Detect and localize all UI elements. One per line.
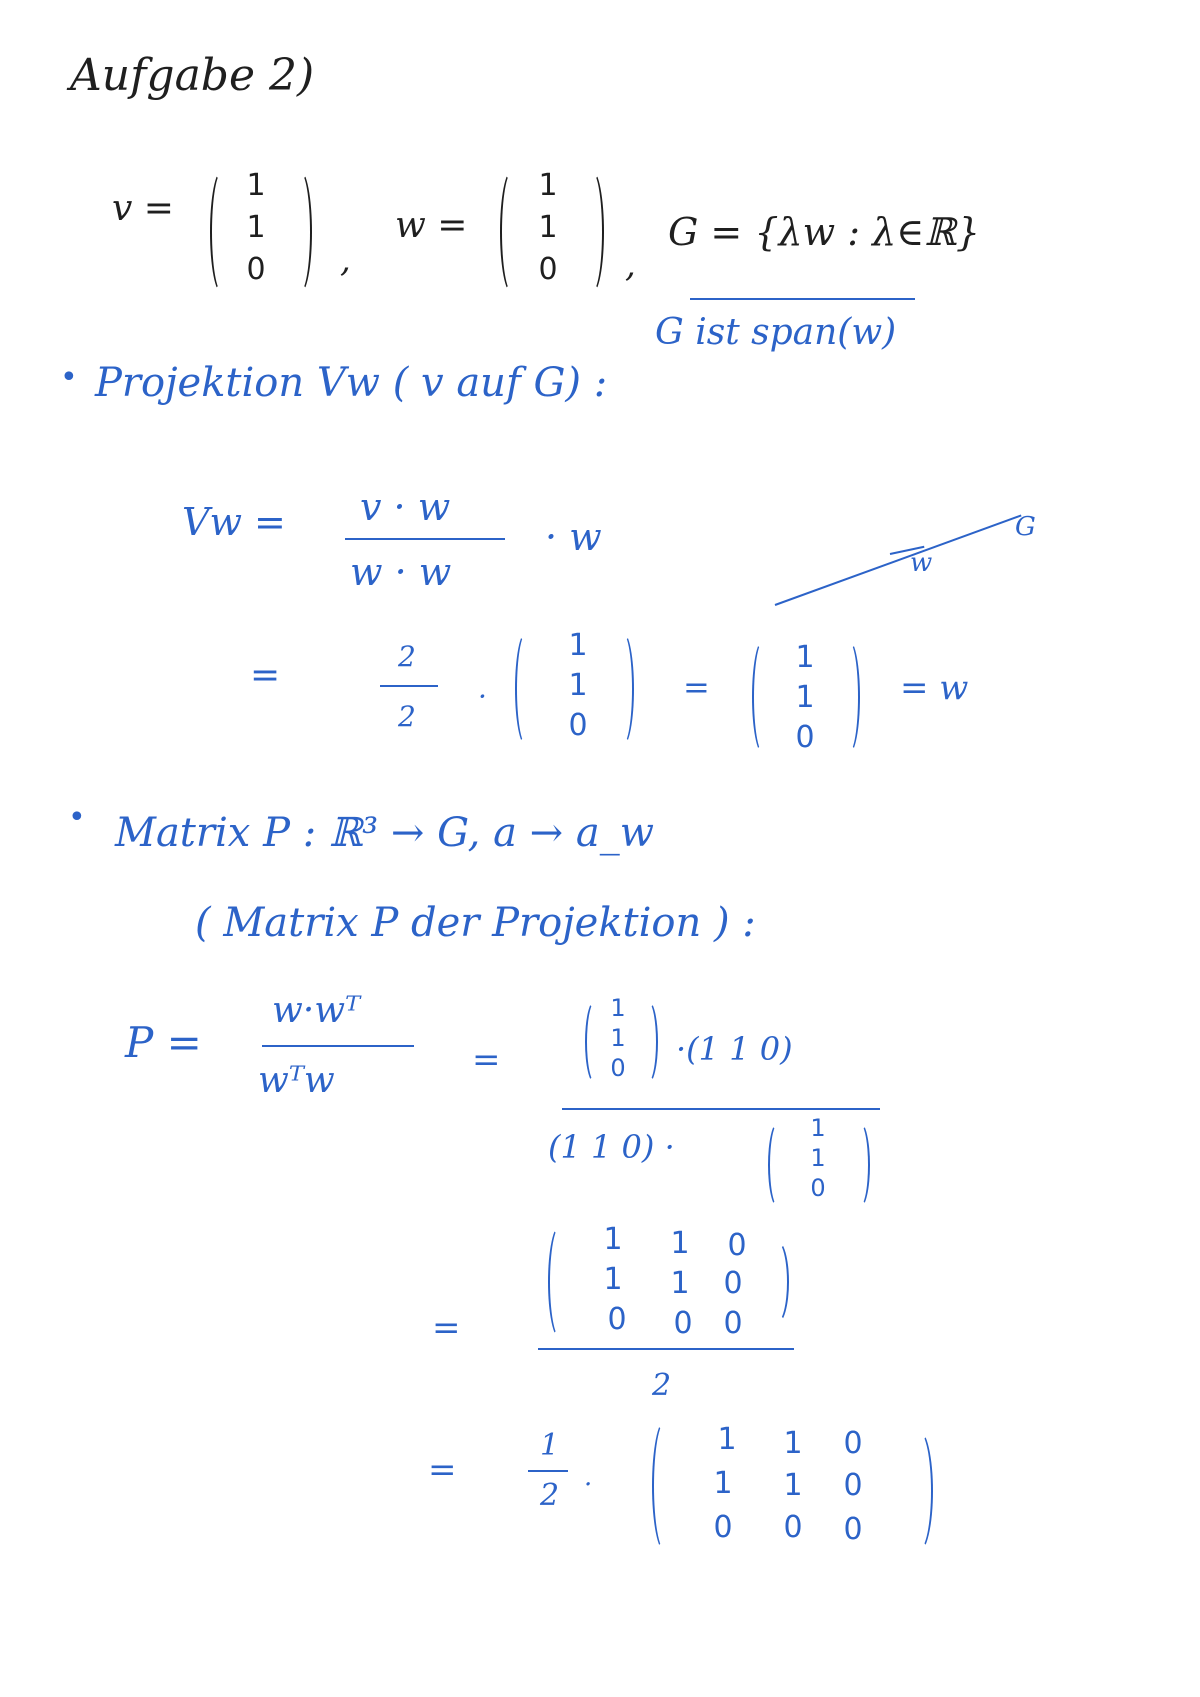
final-matrix-entry: 1 [713, 1466, 733, 1501]
equals: = [472, 1040, 501, 1080]
final-matrix-entry: 0 [843, 1512, 863, 1547]
w-right-paren [580, 170, 604, 294]
colvec-right-paren [638, 1000, 658, 1084]
fraction-denominator: 2 [398, 700, 416, 733]
matrix-denominator: 2 [652, 1368, 672, 1403]
sketch-g-label: G [1015, 512, 1036, 542]
vec2-left-paren [752, 640, 774, 754]
vec1-left-paren [515, 632, 537, 746]
colvec-entry: 1 [610, 994, 626, 1022]
dencol-entry: 1 [810, 1144, 826, 1172]
colvec-entry: 0 [610, 1054, 626, 1082]
projection-denominator: w · w [350, 550, 452, 594]
g-note: G ist span(w) [655, 312, 897, 353]
fraction-bar [380, 685, 438, 687]
bullet: • [60, 360, 78, 395]
v-entry: 0 [246, 252, 266, 287]
fraction-bar [262, 1045, 414, 1047]
vec1-entry: 1 [568, 628, 588, 663]
matrix-entry: 1 [603, 1262, 623, 1297]
fraction-bar [345, 538, 505, 540]
sketch-w-label: w [910, 548, 933, 578]
vec2-entry: 0 [795, 720, 815, 755]
equals: = [683, 668, 710, 706]
v-label: v = [112, 188, 174, 229]
p-denominator: wᵀw [258, 1060, 335, 1101]
vec1-right-paren [612, 632, 634, 746]
matrix-entry: 0 [723, 1266, 743, 1301]
bullet: • [68, 800, 86, 835]
final-matrix-entry: 1 [783, 1468, 803, 1503]
projection-numerator: v · w [360, 485, 451, 529]
dencol-right-paren [850, 1122, 870, 1208]
w-entry: 1 [538, 210, 558, 245]
dot: · [584, 1470, 593, 1500]
final-matrix-right-paren [905, 1430, 933, 1552]
matrix-entry: 1 [603, 1222, 623, 1257]
comma: , [625, 245, 636, 285]
vec1-entry: 1 [568, 668, 588, 703]
dencol-entry: 1 [810, 1114, 826, 1142]
v-left-paren [210, 170, 234, 294]
matrix-entry: 0 [673, 1306, 693, 1341]
g-definition: G = {λw : λ∈ℝ} [668, 210, 981, 254]
equals: = [250, 655, 281, 696]
comma: , [340, 240, 351, 280]
final-matrix-entry: 0 [783, 1510, 803, 1545]
half-denominator: 2 [540, 1478, 560, 1513]
section2-title: Matrix P : ℝ³ → G, a → a_w [115, 810, 654, 856]
final-matrix-left-paren [652, 1420, 678, 1552]
vec2-entry: 1 [795, 640, 815, 675]
fraction-numerator: 2 [398, 640, 416, 673]
vec2-entry: 1 [795, 680, 815, 715]
vec2-right-paren [838, 640, 860, 754]
dot: · [478, 680, 487, 713]
g-underline [690, 298, 915, 300]
w-label: w = [395, 205, 468, 246]
final-matrix-entry: 1 [783, 1426, 803, 1461]
matrix-entry: 1 [670, 1226, 690, 1261]
half-numerator: 1 [540, 1428, 560, 1463]
colvec-entry: 1 [610, 1024, 626, 1052]
v-entry: 1 [246, 168, 266, 203]
final-matrix-entry: 0 [713, 1510, 733, 1545]
matrix-entry: 1 [670, 1266, 690, 1301]
matrix-entry: 0 [607, 1302, 627, 1337]
p-lhs: P = [125, 1018, 202, 1067]
times-w: · w [545, 515, 602, 559]
fraction-bar [538, 1348, 794, 1350]
p-numerator: w·wᵀ [272, 990, 361, 1031]
final-matrix-entry: 0 [843, 1468, 863, 1503]
projection-lhs: Vw = [182, 500, 286, 544]
matrix-entry: 0 [723, 1306, 743, 1341]
section2-subtitle: ( Matrix P der Projektion ) : [195, 900, 756, 946]
dencol-entry: 0 [810, 1174, 826, 1202]
fraction-bar [562, 1108, 880, 1110]
v-entry: 1 [246, 210, 266, 245]
final-matrix-entry: 1 [717, 1422, 737, 1457]
matrix-left-paren [548, 1225, 572, 1339]
equals: = [432, 1308, 461, 1348]
equals: = [428, 1450, 457, 1490]
dencol-left-paren [768, 1122, 788, 1208]
w-left-paren [500, 170, 524, 294]
den-row-vector: (1 1 0) · [548, 1128, 675, 1166]
final-matrix-entry: 0 [843, 1426, 863, 1461]
w-entry: 0 [538, 252, 558, 287]
w-entry: 1 [538, 168, 558, 203]
v-right-paren [288, 170, 312, 294]
result-equals-w: = w [900, 668, 969, 708]
vec1-entry: 0 [568, 708, 588, 743]
colvec-left-paren [585, 1000, 605, 1084]
fraction-bar [528, 1470, 568, 1472]
row-vector: ·(1 1 0) [676, 1030, 793, 1068]
section1-title: Projektion Vw ( v auf G) : [95, 360, 608, 406]
heading: Aufgabe 2) [70, 50, 315, 101]
sketch-line-g [775, 514, 1022, 605]
matrix-right-paren [765, 1240, 789, 1324]
matrix-entry: 0 [727, 1228, 747, 1263]
